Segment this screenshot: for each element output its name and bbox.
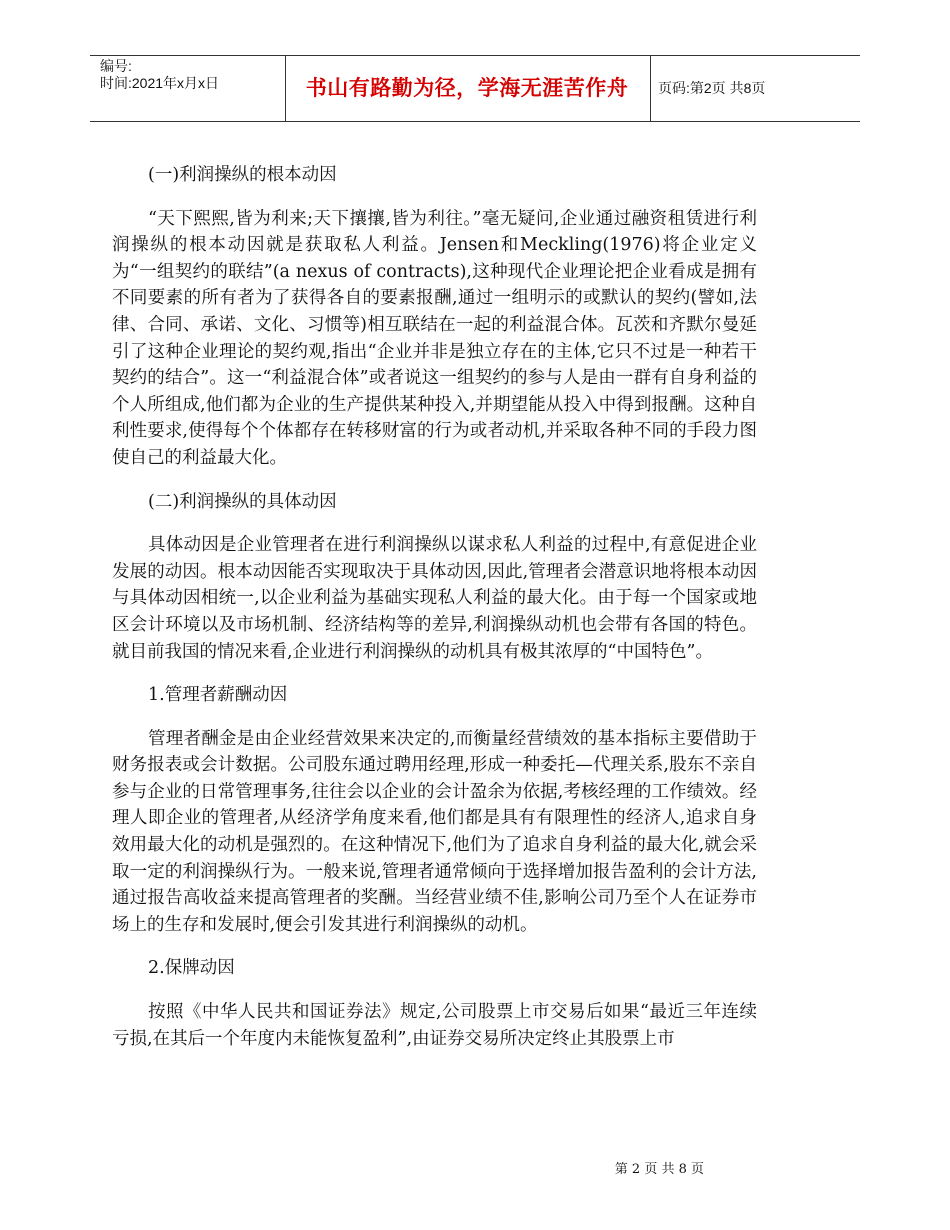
- document-body: [112, 162, 757, 1069]
- header-motto: 书山有路勤为径，学海无涯苦作舟: [305, 76, 629, 100]
- document-time-label: 时间:2021年x月x日: [100, 75, 220, 91]
- header-divider-right: [650, 55, 651, 121]
- section-heading: (一)利润操纵的根本动因: [148, 165, 337, 185]
- body-paragraph: 按照《中华人民共和国证券法》规定,公司股票上市交易后如果“最近三年连续亏损,在其后一个年度内未能恢复盈利”,由证券交易所决定终止其股票上市: [112, 1002, 757, 1049]
- section-heading: 1.管理者薪酬动因: [148, 685, 288, 706]
- document-number-label: 编号:: [100, 58, 132, 74]
- body-paragraph: 管理者酬金是由企业经营效果来决定的,而衡量经营绩效的基本指标主要借助于财务报表或会计数据。公司股东通过聘用经理,形成一种委托—代理关系,股东不亲自参与企业的日常管理事务,往往会以企业的会计盈余为依据,考核经理的工作绩效。经理人即企业的管理者,从经济学角度来看,他们都是具有有限理性的经济人,追求自身效用最大化的动机是强烈的。在这种情况下,他们为了追求自身利益的最大化,就会采取一定的利润操纵行为。一般来说,管理者通常倾向于选择增加报告盈利的会计方法,通过报告高收益来提高管理者的奖酬。当经营业绩不佳,影响公司乃至个人在证券市场上的生存和发展时,便会引发其进行利润操纵的动机。: [112, 728, 757, 935]
- header-meta: [100, 58, 219, 92]
- section-heading: 2.保牌动因: [148, 958, 235, 979]
- header-top-rule: [90, 55, 860, 56]
- section-heading: (二)利润操纵的具体动因: [148, 491, 337, 512]
- header-bottom-rule: [90, 121, 860, 122]
- body-paragraph: 具体动因是企业管理者在进行利润操纵以谋求私人利益的过程中,有意促进企业发展的动因。根本动因能否实现取决于具体动因,因此,管理者会潜意识地将根本动因与具体动因相统一,以企业利益为基础实现私人利益的最大化。由于每一个国家或地区会计环境以及市场机制、经济结构等的差异,利润操纵动机也会带有各国的特色。就目前我国的情况来看,企业进行利润操纵的动机具有极其浓厚的“中国特色”。: [112, 535, 757, 662]
- header-page-number: 页码:第2页 共8页: [658, 80, 766, 96]
- body-paragraph: “天下熙熙,皆为利来;天下攘攘,皆为利往。”毫无疑问,企业通过融资租赁进行利润操纵的根本动因就是获取私人利益。Jensen和Meckling(1976)将企业定义为“一组契约的联结”(a nexus of contracts),这种现代企业理论把企业看成是拥有不同要素的所有者为了获得各自的要素报酬,通过一组明示的或默认的契约(譬如,法律、合同、承诺、文化、习惯等)相互联结在一起的利益混合体。瓦茨和齐默尔曼延引了这种企业理论的契约观,指出“企业并非是独立存在的主体,它只不过是一种若干契约的结合”。这一“利益混合体”或者说这一组契约的参与人是由一群有自身利益的个人所组成,他们都为企业的生产提供某种投入,并期望能从投入中得到报酬。这种自利性要求,使得每个个体都存在转移财富的行为或者动机,并采取各种不同的手段力图使自己的利益最大化。: [112, 208, 757, 468]
- footer-page-number: 第 2 页 共 8 页: [614, 1162, 704, 1177]
